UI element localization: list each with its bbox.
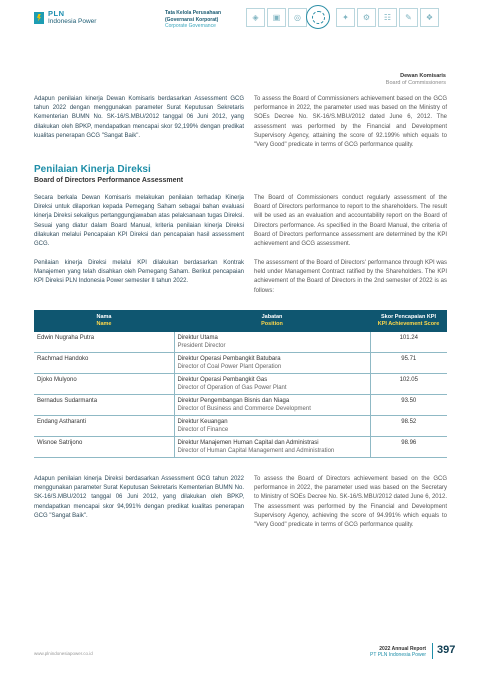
- director-position: Direktur Pengembangan Bisnis dan Niaga Director of Business and Commerce Development: [174, 395, 370, 416]
- section-title-en: Board of Commissioners: [385, 80, 446, 86]
- table-row: [34, 437, 447, 458]
- para4-id: Adapun penilaian kinerja Direksi berdasarkan Assessment GCG tahun 2022 menggunakan parameter Surat Keputusan Sekretaris Kementerian BUMN No. SK-16/S.MBU/2012 tanggal 06 Juni 2012, yang dilakukan oleh BPKP, mendapatkan mencapai skor 94,991% dengan predikat kualitas penerapan GCG "Sangat Baik".: [34, 476, 244, 519]
- director-name: Edwin Nugraha Putra: [34, 332, 174, 353]
- table-row: [34, 416, 447, 437]
- heading-id: Penilaian Kinerja Direksi: [34, 164, 151, 175]
- footer-url[interactable]: www.plnindonesiapower.co.id: [34, 651, 93, 656]
- header-name: Nama Name: [96, 314, 112, 327]
- logo-sub: Indonesia Power: [48, 18, 97, 25]
- table-row: [34, 353, 447, 374]
- page-number: 397: [437, 644, 456, 656]
- kpi-score: 98.96: [370, 437, 447, 458]
- chapter-nav-icon[interactable]: ✦: [336, 8, 355, 27]
- chapter-nav-icon[interactable]: ◈: [246, 8, 265, 27]
- chapter-nav-icon[interactable]: ✎: [399, 8, 418, 27]
- logo-name: PLN: [48, 9, 65, 18]
- footer-company: PT PLN Indonesia Power: [370, 652, 427, 658]
- heading-en: Board of Directors Performance Assessment: [34, 177, 184, 184]
- chapter-nav-right: [336, 8, 439, 27]
- table-row: [34, 332, 447, 353]
- kpi-score: 98.52: [370, 416, 447, 437]
- para4-en: To assess the Board of Directors achievement based on the GCG performance in 2022, the parameter used was based on the Secretary to Ministry of SOEs Decree No. SK-16/S.MBU/2012 dated June 6, 2012. The assessment was performed by the Financial and Development Supervisory Agency, achieving the score of 94.991% which equals to "Very Good" predicate in terms of GCG performance quality.: [254, 476, 447, 529]
- para2-id: Secara berkala Dewan Komisaris melakukan penilaian terhadap Kinerja Direksi untuk dilaporkan kepada Pemegang Saham sebagai bahan evaluasi kinerja Direksi sekaligus pertanggungjawaban atas pelaksanaan tugas Direksi. Sesuai yang diatur dalam Board Manual, kriteria penilaian kinerja Direksi dilakukan melalui Pencapaian KPI Direksi dan pencapaian hasil assessment GCG.: [34, 195, 244, 248]
- director-name: Djoko Mulyono: [34, 374, 174, 395]
- chapter-id: Tata Kelola Perusahaan: [165, 10, 222, 16]
- director-name: Rachmad Handoko: [34, 353, 174, 374]
- kpi-score: 101.24: [370, 332, 447, 353]
- chapter-nav-icon[interactable]: ❖: [420, 8, 439, 27]
- chapter-nav-icon[interactable]: ▣: [267, 8, 286, 27]
- chapter-nav-icon[interactable]: ☷: [378, 8, 397, 27]
- director-name: Endang Astharanti: [34, 416, 174, 437]
- section-title-id: Dewan Komisaris: [400, 73, 446, 79]
- para1-en: To assess the Board of Commissioners achievement based on the GCG performance in 2022, the parameter used was based on the Ministry of SOEs Decree No. SK-16/S.MBU/2012 dated June 6, 2012. The assessment was performed by the Financial and Development Supervisory Agency, attaining the score of 92.199% which equals to "Very Good" predicate in terms of GCG performance quality.: [254, 96, 447, 149]
- director-position: Direktur Operasi Pembangkit Batubara Director of Coal Power Plant Operation: [174, 353, 370, 374]
- table-row: [34, 374, 447, 395]
- footer-divider: [432, 643, 433, 659]
- kpi-score: 93.50: [370, 395, 447, 416]
- director-name: Bernadus Sudarmanta: [34, 395, 174, 416]
- kpi-score: 102.05: [370, 374, 447, 395]
- chapter-en: Corporate Governance: [165, 23, 216, 29]
- header-position: Jabatan Position: [261, 314, 283, 327]
- lightning-icon: [34, 12, 44, 24]
- director-position: Direktur Operasi Pembangkit Gas Director of Operation of Gas Power Plant: [174, 374, 370, 395]
- chapter-nav-icon[interactable]: ⚙: [357, 8, 376, 27]
- director-position: Direktur Manajemen Human Capital dan Administrasi Director of Human Capital Management and Administration: [174, 437, 370, 458]
- director-position: Direktur Utama President Director: [174, 332, 370, 353]
- page-header: [0, 0, 480, 58]
- kpi-score: 95.71: [370, 353, 447, 374]
- table-header-row: [34, 310, 447, 332]
- table-row: [34, 395, 447, 416]
- header-score: Skor Pencapaian KPI KPI Achievement Score: [377, 314, 440, 327]
- para2-en: The Board of Commissioners conduct regularly assessment of the Board of Directors performance to report to the shareholders. The result will be used as an evaluation and accountability report on the Board of Directors performance. As specified in the Board Manual, the criteria of Board of Directors performance assessment are determined by the KPI achievement and GCG assessment.: [254, 195, 447, 248]
- para3-en: The assessment of the Board of Directors' performance through KPI was held under Management Contract ratified by the Shareholders. The KPI achievement of the Board of Directors in the 2nd semester of 2022 is as follows:: [254, 260, 447, 294]
- director-name: Wisnoe Satrijono: [34, 437, 174, 458]
- kpi-table: [34, 310, 447, 458]
- footer-report: [370, 646, 426, 658]
- chapter-nav-left: [246, 8, 307, 27]
- active-chapter-seal-icon[interactable]: [306, 5, 330, 29]
- para3-id: Penilaian kinerja Direksi melalui KPI dilakukan berdasarkan Kontrak Manajemen yang telah disahkan oleh Pemegang Saham. Berikut pencapaian KPI Direksi PLN Indonesia Power semester II tahun 2022.: [34, 260, 244, 285]
- footer-report-title: 2022 Annual Report: [379, 646, 427, 652]
- para1-id: Adapun penilaian kinerja Dewan Komisaris berdasarkan Assessment GCG tahun 2022 dengan menggunakan parameter Surat Keputusan Sekretaris Kementerian BUMN No. SK-16/S.MBU/2012 tanggal 06 Juni 2012, yang dilakukan oleh BPKP, mendapatkan mencapai skor 92,199% dengan predikat kualitas penerapan GCG "Sangat Baik".: [34, 96, 244, 139]
- director-position: Direktur Keuangan Director of Finance: [174, 416, 370, 437]
- chapter-label: [165, 10, 221, 30]
- chapter-id2: (Governansi Korporat): [165, 16, 219, 23]
- chapter-nav-icon[interactable]: ◎: [288, 8, 307, 27]
- section-title: [386, 73, 446, 87]
- company-logo: [34, 10, 96, 25]
